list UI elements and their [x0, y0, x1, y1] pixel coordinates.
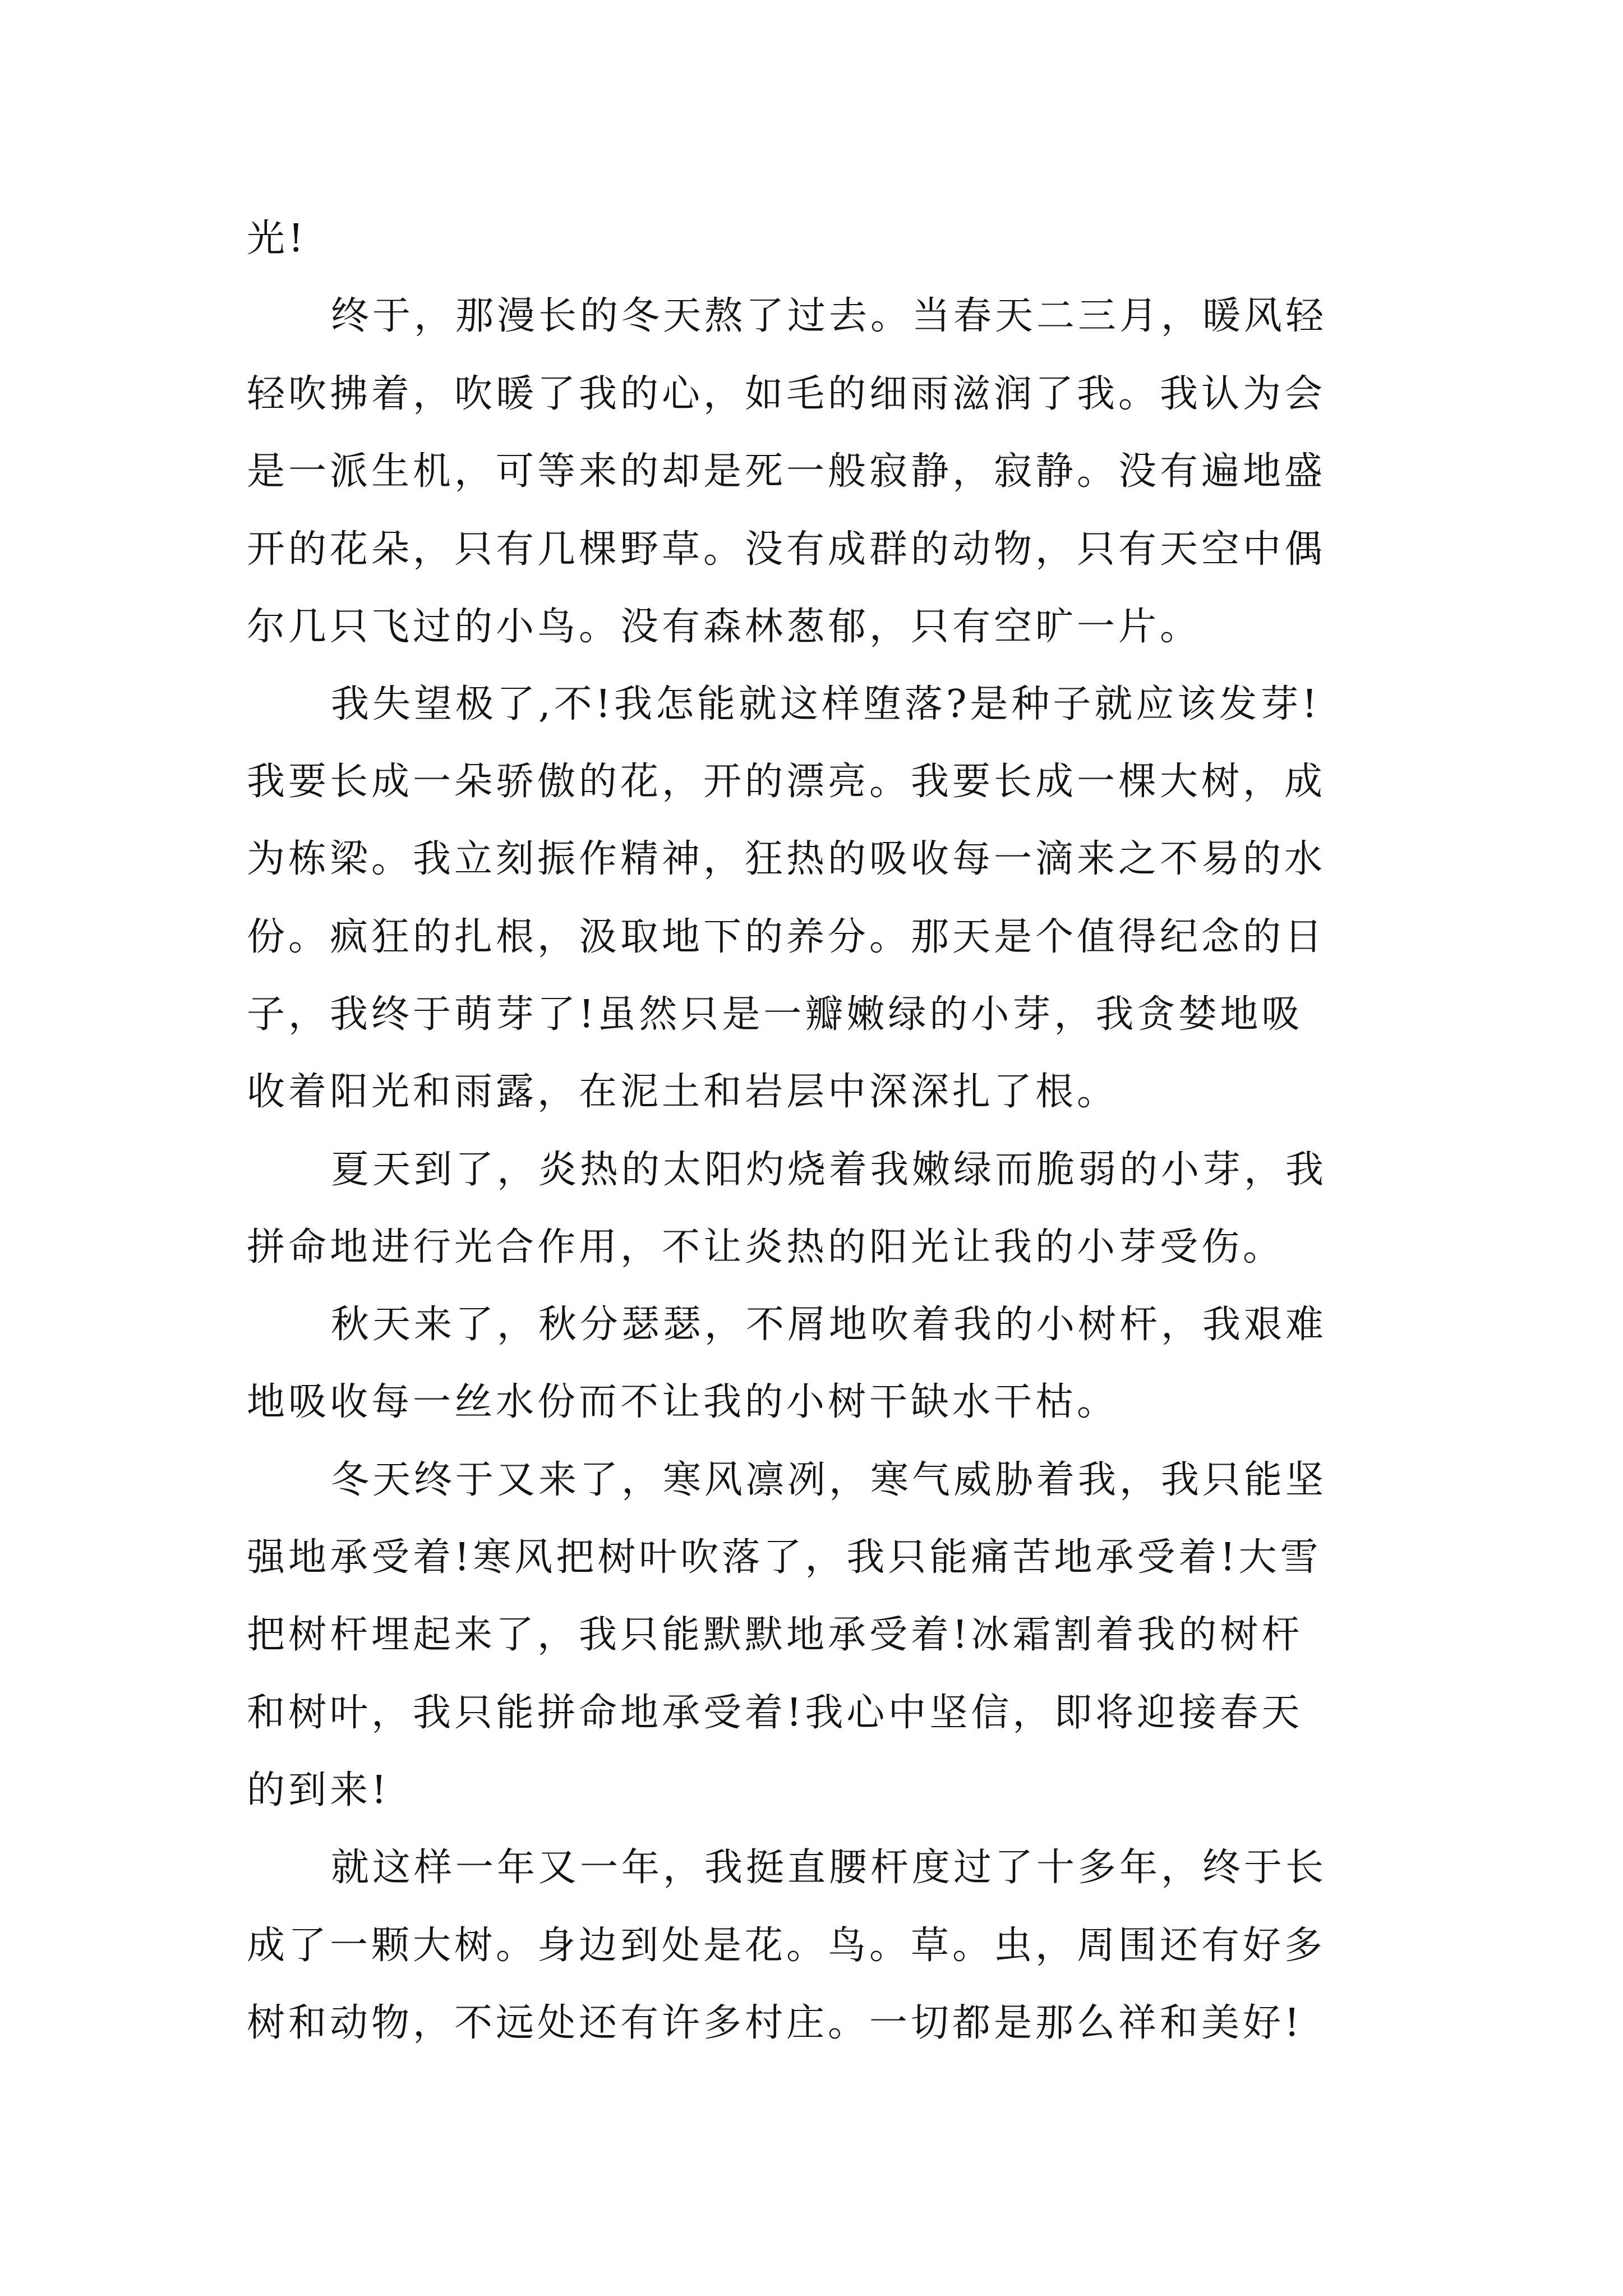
- text-line: 树和动物，不远处还有许多村庄。一切都是那么祥和美好!: [247, 2001, 1303, 2045]
- text-line: 地吸收每一丝水份而不让我的小树干缺水干枯。: [247, 1380, 1119, 1424]
- text-line: 为栋梁。我立刻振作精神，狂热的吸收每一滴来之不易的水: [247, 837, 1326, 881]
- text-line: 我要长成一朵骄傲的花，开的漂亮。我要长成一棵大树，成: [247, 760, 1326, 804]
- text-line: 把树杆埋起来了，我只能默默地承受着!冰霜割着我的树杆: [247, 1613, 1303, 1657]
- text-line: 冬天终于又来了，寒风凛冽，寒气威胁着我，我只能坚: [331, 1458, 1327, 1502]
- text-line: 我失望极了,不!我怎能就这样堕落?是种子就应该发芽!: [331, 682, 1321, 726]
- text-line: 尔几只飞过的小鸟。没有森林葱郁，只有空旷一片。: [247, 605, 1202, 649]
- text-line: 轻吹拂着，吹暖了我的心，如毛的细雨滋润了我。我认为会: [247, 372, 1326, 416]
- text-line: 秋天来了，秋分瑟瑟，不屑地吹着我的小树杆，我艰难: [331, 1303, 1327, 1347]
- text-line: 和树叶，我只能拼命地承受着!我心中坚信，即将迎接春天: [247, 1691, 1303, 1735]
- text-line: 子，我终于萌芽了!虽然只是一瓣嫩绿的小芽，我贪婪地吸: [247, 992, 1303, 1037]
- text-line: 光!: [247, 217, 307, 261]
- text-line: 开的花朵，只有几棵野草。没有成群的动物，只有天空中偶: [247, 527, 1326, 572]
- text-line: 成了一颗大树。身边到处是花。鸟。草。虫，周围还有好多: [247, 1924, 1326, 1968]
- text-line: 强地承受着!寒风把树叶吹落了，我只能痛苦地承受着!大雪: [247, 1535, 1322, 1580]
- text-line: 夏天到了，炎热的太阳灼烧着我嫩绿而脆弱的小芽，我: [331, 1148, 1327, 1192]
- text-line: 份。疯狂的扎根，汲取地下的养分。那天是个值得纪念的日: [247, 915, 1326, 959]
- text-line: 的到来!: [247, 1768, 390, 1812]
- text-line: 收着阳光和雨露，在泥土和岩层中深深扎了根。: [247, 1070, 1119, 1114]
- text-line: 是一派生机，可等来的却是死一般寂静，寂静。没有遍地盛: [247, 449, 1326, 494]
- text-line: 拼命地进行光合作用，不让炎热的阳光让我的小芽受伤。: [247, 1225, 1285, 1269]
- text-line: 终于，那漫长的冬天熬了过去。当春天二三月，暖风轻: [331, 294, 1327, 338]
- text-line: 就这样一年又一年，我挺直腰杆度过了十多年，终于长: [331, 1846, 1327, 1890]
